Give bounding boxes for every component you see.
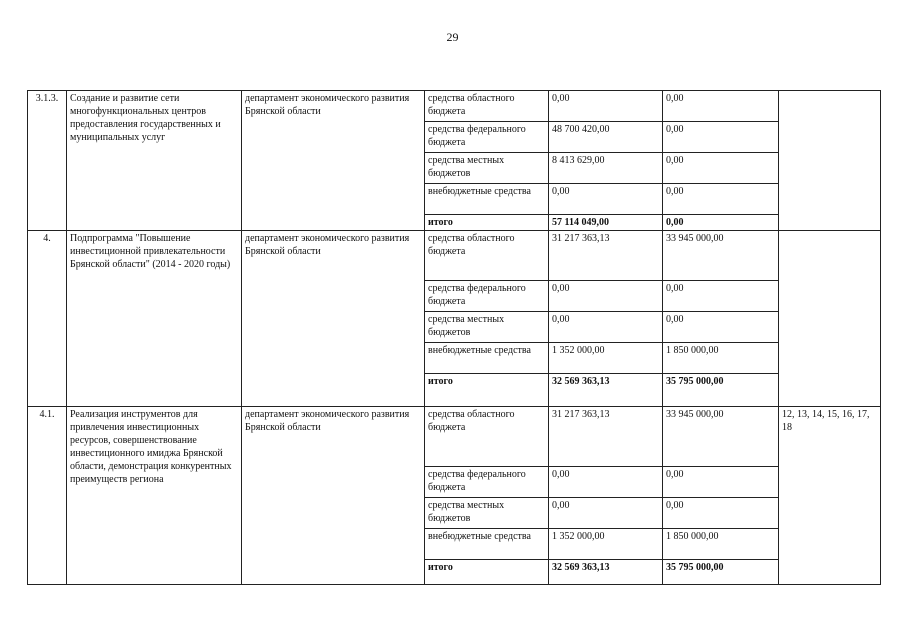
- amount-2: 0,00: [663, 498, 779, 529]
- item-number: 4.1.: [28, 407, 67, 585]
- indicators: [779, 231, 881, 407]
- amount-1-total: 32 569 363,13: [549, 560, 663, 585]
- amount-1: 1 352 000,00: [549, 343, 663, 374]
- table-row: [28, 231, 881, 281]
- amount-1: 0,00: [549, 184, 663, 215]
- funding-source: внебюджетные средства: [425, 184, 549, 215]
- funding-source-total: итого: [425, 215, 549, 231]
- funding-source: средства федерального бюджета: [425, 122, 549, 153]
- funding-source: внебюджетные средства: [425, 529, 549, 560]
- amount-2: 0,00: [663, 281, 779, 312]
- funding-source: средства областного бюджета: [425, 91, 549, 122]
- amount-2: 0,00: [663, 467, 779, 498]
- amount-2: 1 850 000,00: [663, 343, 779, 374]
- amount-1: 0,00: [549, 281, 663, 312]
- funding-source: средства областного бюджета: [425, 231, 549, 281]
- amount-2: 0,00: [663, 184, 779, 215]
- table-row: [28, 407, 881, 467]
- amount-1: 8 413 629,00: [549, 153, 663, 184]
- amount-1: 31 217 363,13: [549, 231, 663, 281]
- amount-1-total: 32 569 363,13: [549, 374, 663, 407]
- item-number: 3.1.3.: [28, 91, 67, 231]
- amount-1: 48 700 420,00: [549, 122, 663, 153]
- funding-source: средства местных бюджетов: [425, 153, 549, 184]
- amount-1: 1 352 000,00: [549, 529, 663, 560]
- funding-source: средства местных бюджетов: [425, 498, 549, 529]
- amount-2-total: 35 795 000,00: [663, 374, 779, 407]
- funding-source: средства местных бюджетов: [425, 312, 549, 343]
- item-title: Подпрограмма "Повышение инвестиционной привлекательности Брянской области" (2014 - 2020 годы): [67, 231, 242, 407]
- amount-2: 1 850 000,00: [663, 529, 779, 560]
- item-executor: департамент экономического развития Брянской области: [242, 91, 425, 231]
- table-row: [28, 91, 881, 122]
- amount-2-total: 35 795 000,00: [663, 560, 779, 585]
- item-number: 4.: [28, 231, 67, 407]
- amount-2: 0,00: [663, 122, 779, 153]
- item-executor: департамент экономического развития Брянской области: [242, 231, 425, 407]
- funding-source: средства федерального бюджета: [425, 467, 549, 498]
- amount-2: 33 945 000,00: [663, 407, 779, 467]
- item-title: Реализация инструментов для привлечения инвестиционных ресурсов, совершенствование инвестиционного имиджа Брянской области, демонстрация конкурентных преимуществ региона: [67, 407, 242, 585]
- amount-2: 0,00: [663, 153, 779, 184]
- funding-source-total: итого: [425, 374, 549, 407]
- amount-1: 0,00: [549, 498, 663, 529]
- amount-1: 31 217 363,13: [549, 407, 663, 467]
- amount-1: 0,00: [549, 91, 663, 122]
- amount-1-total: 57 114 049,00: [549, 215, 663, 231]
- funding-source: средства областного бюджета: [425, 407, 549, 467]
- indicators: [779, 91, 881, 231]
- indicators: 12, 13, 14, 15, 16, 17, 18: [779, 407, 881, 585]
- item-executor: департамент экономического развития Брянской области: [242, 407, 425, 585]
- item-title: Создание и развитие сети многофункциональных центров предоставления государственных и муниципальных услуг: [67, 91, 242, 231]
- amount-2: 33 945 000,00: [663, 231, 779, 281]
- funding-source-total: итого: [425, 560, 549, 585]
- page-number: 29: [446, 30, 459, 44]
- funding-source: средства федерального бюджета: [425, 281, 549, 312]
- amount-1: 0,00: [549, 467, 663, 498]
- amount-2: 0,00: [663, 312, 779, 343]
- funding-source: внебюджетные средства: [425, 343, 549, 374]
- amount-2: 0,00: [663, 91, 779, 122]
- budget-table: [27, 90, 881, 585]
- amount-2-total: 0,00: [663, 215, 779, 231]
- amount-1: 0,00: [549, 312, 663, 343]
